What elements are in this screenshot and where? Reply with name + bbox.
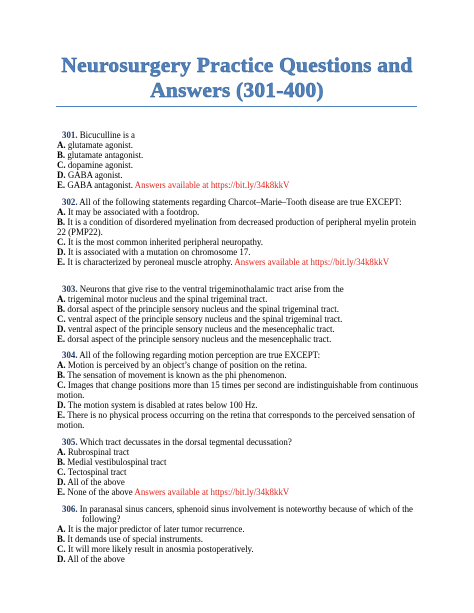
question-text: Which tract decussates in the dorsal tegmental decussation? — [77, 437, 292, 447]
option-b: B. glutamate antagonist. — [57, 150, 144, 160]
option-d: D. All of the above — [57, 477, 125, 487]
question-number: 306. — [62, 504, 78, 514]
question-stem — [62, 350, 419, 360]
question-302 — [57, 197, 419, 267]
option-e: E. GABA antagonist. Answers available at https://bit.ly/34k8kkV — [57, 180, 290, 190]
question-text: Bicuculline is a — [77, 130, 135, 140]
option-d: D. The motion system is disabled at rates below 100 Hz. — [57, 400, 258, 410]
option-b: B. dorsal aspect of the principle sensory nucleus and the spinal trigeminal tract. — [57, 304, 339, 314]
question-number: 302. — [62, 197, 78, 207]
option-d: D. It is associated with a mutation on chromosome 17. — [57, 247, 251, 257]
question-number: 305. — [62, 437, 78, 447]
question-stem — [62, 130, 419, 140]
option-c: C. ventral aspect of the principle sensory nucleus and the spinal trigeminal tract. — [57, 314, 343, 324]
option-c: C. Images that change positions more than 15 times per second are indistinguishable from continuous motion. — [57, 380, 419, 400]
question-stem — [62, 504, 419, 524]
answers-link[interactable]: Answers available at https://bit.ly/34k8kkV — [234, 257, 390, 267]
question-305 — [57, 437, 419, 497]
page-title-line-2: Answers (301-400) — [150, 78, 324, 102]
option-e: E. There is no physical process occurring on the retina that corresponds to the perceived sensation of motion. — [57, 410, 415, 430]
option-c: C. It is the most common inherited peripheral neuropathy. — [57, 237, 263, 247]
option-a: A. It is the major predictor of later tumor recurrence. — [57, 524, 245, 534]
question-306 — [57, 504, 419, 564]
option-b: B. It is a condition of disordered myelination from decreased production of peripheral myelin protein 22 (PMP22). — [57, 217, 417, 237]
page-title-line-1: Neurosurgery Practice Questions and — [61, 53, 413, 77]
option-a: A. trigeminal motor nucleus and the spinal trigeminal tract. — [57, 294, 268, 304]
option-e: E. None of the above Answers available at https://bit.ly/34k8kkV — [57, 487, 290, 497]
title-divider — [56, 106, 417, 107]
question-number: 304. — [62, 350, 78, 360]
option-e: E. dorsal aspect of the principle sensory nucleus and the mesencephalic tract. — [57, 334, 332, 344]
option-a: A. Motion is perceived by an object’s change of position on the retina. — [57, 360, 307, 370]
question-text: All of the following statements regarding Charcot–Marie–Tooth disease are true EXCEPT: — [77, 197, 402, 207]
question-number: 303. — [62, 284, 78, 294]
option-e: E. It is characterized by peroneal muscle atrophy. Answers available at https://bit.ly/34k8kkV — [57, 257, 390, 267]
option-b: B. Medial vestibulospinal tract — [57, 457, 167, 467]
question-stem — [62, 437, 419, 447]
question-stem — [62, 197, 419, 207]
question-number: 301. — [62, 130, 78, 140]
question-stem — [62, 284, 419, 294]
question-301 — [57, 130, 419, 190]
question-304 — [57, 350, 419, 430]
option-a: A. Rubrospinal tract — [57, 447, 130, 457]
option-a: A. glutamate agonist. — [57, 140, 133, 150]
option-c: C. dopamine agonist. — [57, 160, 133, 170]
question-303 — [57, 284, 419, 344]
answers-link[interactable]: Answers available at https://bit.ly/34k8kkV — [134, 180, 290, 190]
question-text: Neurons that give rise to the ventral trigeminothalamic tract arise from the — [77, 284, 344, 294]
option-a: A. It may be associated with a footdrop. — [57, 207, 200, 217]
question-text: In paranasal sinus cancers, sphenoid sinus involvement is noteworthy because of which of the following? — [77, 504, 413, 524]
option-c: C. It will more likely result in anosmia postoperatively. — [57, 544, 254, 554]
option-d: D. GABA agonist. — [57, 170, 123, 180]
option-d: D. All of the above — [57, 554, 125, 564]
option-b: B. It demands use of special instruments. — [57, 534, 203, 544]
option-d: D. ventral aspect of the principle sensory nucleus and the mesencephalic tract. — [57, 324, 335, 334]
answers-link[interactable]: Answers available at https://bit.ly/34k8kkV — [134, 487, 290, 497]
option-c: C. Tectospinal tract — [57, 467, 127, 477]
option-b: B. The sensation of movement is known as the phi phenomenon. — [57, 370, 287, 380]
question-text: All of the following regarding motion perception are true EXCEPT: — [77, 350, 321, 360]
